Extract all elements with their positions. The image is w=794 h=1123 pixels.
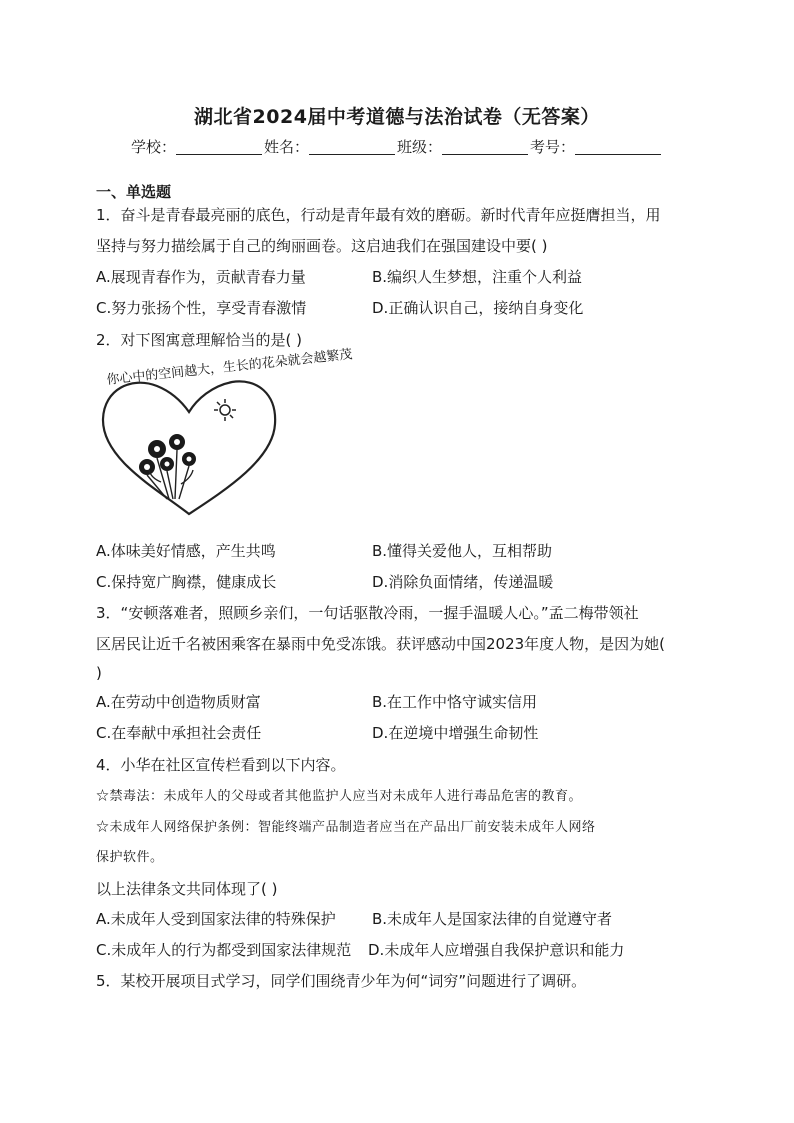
q1-stem-line1: 1．奋斗是青春最亮丽的底色，行动是青年最有效的磨砺。新时代青年应挺膺担当，用 [96,206,661,224]
student-info-row [0,136,794,157]
number-blank[interactable] [575,140,661,155]
q3-option-a[interactable]: A.在劳动中创造物质财富 [96,693,261,711]
q5-stem: 5．某校开展项目式学习，同学们围绕青少年为何“词穷”问题进行了调研。 [96,972,587,990]
q1-stem-line2: 坚持与努力描绘属于自己的绚丽画卷。这启迪我们在强国建设中要( ) [96,237,548,255]
heart-flower-illustration [97,347,354,524]
school-blank[interactable] [176,140,262,155]
name-label: 姓名： [263,138,309,156]
q2-option-b[interactable]: B.懂得关爱他人，互相帮助 [372,542,553,560]
q1-option-d[interactable]: D.正确认识自己，接纳自身变化 [372,299,584,317]
q4-option-b[interactable]: B.未成年人是国家法律的自觉遵守者 [372,910,613,928]
class-blank[interactable] [442,140,528,155]
name-blank[interactable] [309,140,395,155]
q4-option-c[interactable]: C.未成年人的行为都受到国家法律规范 [96,941,352,959]
q3-stem-line1: 3．“安顿落难者，照顾乡亲们，一句话驱散冷雨，一握手温暖人心。”孟二梅带领社 [96,604,639,622]
class-label: 班级： [397,138,443,156]
q4-option-d[interactable]: D.未成年人应增强自我保护意识和能力 [368,941,625,959]
number-label: 考号： [530,138,576,156]
heart-outline [103,381,275,514]
sun-icon [214,399,236,421]
q4-question: 以上法律条文共同体现了( ) [96,880,278,898]
q2-option-d[interactable]: D.消除负面情绪，传递温暖 [372,573,554,591]
q3-stem-line3: ) [96,664,102,682]
q4-law-network-line2: 保护软件。 [96,850,164,865]
q3-option-c[interactable]: C.在奉献中承担社会责任 [96,724,262,742]
q4-option-a[interactable]: A.未成年人受到国家法律的特殊保护 [96,910,336,928]
q1-option-c[interactable]: C.努力张扬个性，享受青春激情 [96,299,307,317]
q2-option-a[interactable]: A.体味美好情感，产生共鸣 [96,542,276,560]
q1-option-b[interactable]: B.编织人生梦想，注重个人利益 [372,268,583,286]
q1-option-a[interactable]: A.展现青春作为，贡献青春力量 [96,268,306,286]
section-title: 一、单选题 [96,183,172,201]
q3-stem-line2: 区居民让近千名被困乘客在暴雨中免受冻饿。获评感动中国2023年度人物，是因为她( [96,635,666,653]
q4-law-drug: ☆禁毒法：未成年人的父母或者其他监护人应当对未成年人进行毒品危害的教育。 [96,789,583,804]
q2-option-c[interactable]: C.保持宽广胸襟，健康成长 [96,573,277,591]
q4-law-network-line1: ☆未成年人网络保护条例：智能终端产品制造者应当在产品出厂前安装未成年人网络 [96,820,596,835]
q2-stem: 2．对下图寓意理解恰当的是( ) [96,331,303,349]
figure-caption: 你心中的空间越大，生长的花朵就会越繁茂 [105,347,354,388]
school-label: 学校： [130,138,176,156]
page-title: 湖北省2024届中考道德与法治试卷（无答案） [194,106,600,128]
q3-option-b[interactable]: B.在工作中恪守诚实信用 [372,693,538,711]
q3-option-d[interactable]: D.在逆境中增强生命韧性 [372,724,539,742]
q4-stem: 4．小华在社区宣传栏看到以下内容。 [96,756,346,774]
